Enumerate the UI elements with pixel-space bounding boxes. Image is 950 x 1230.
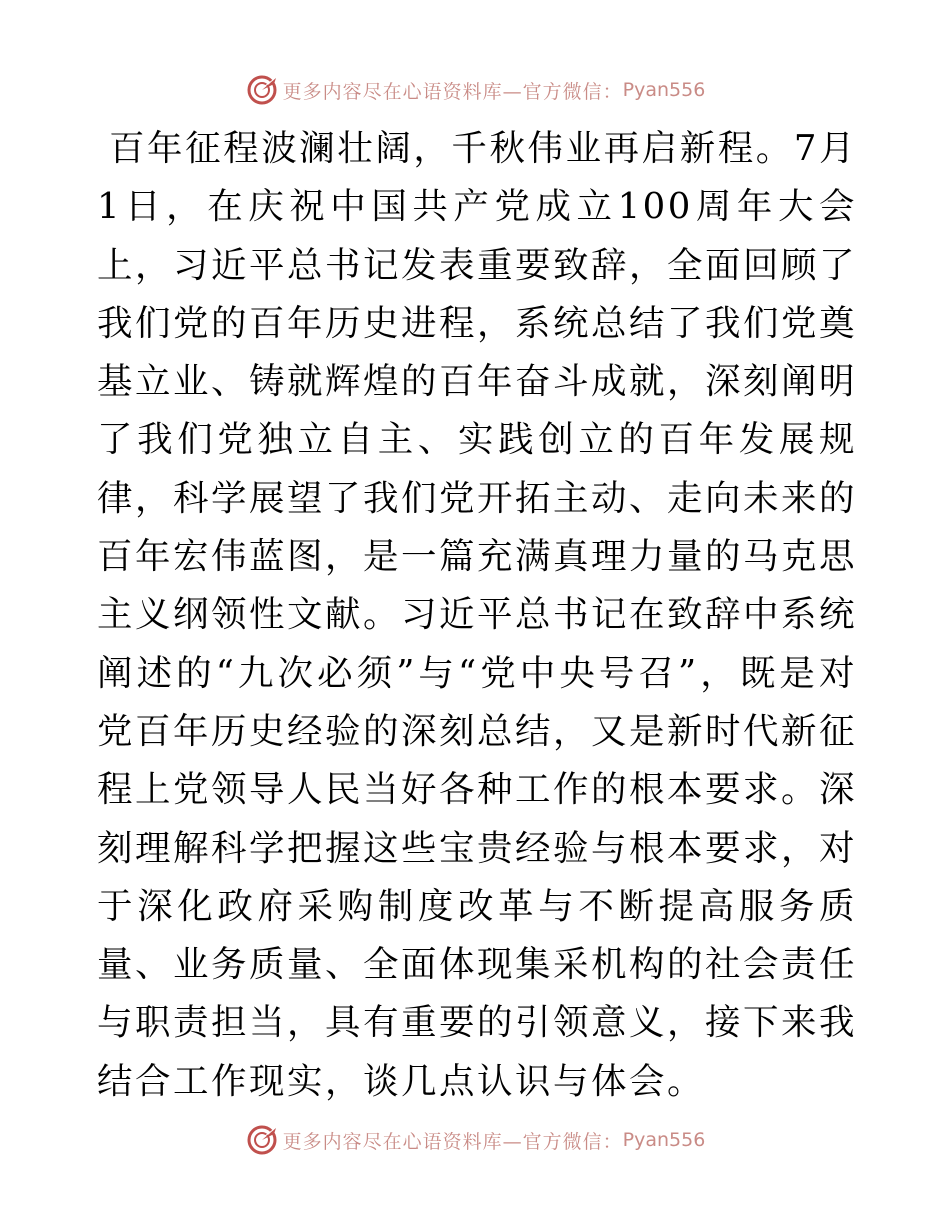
document-body: 百年征程波澜壮阔，千秋伟业再启新程。7月1日，在庆祝中国共产党成立100周年大会上，习近平总书记发表重要致辞，全面回顾了我们党的百年历史进程，系统总结了我们党奠基立业、铸就辉煌的百年奋斗成就，深刻阐明了我们党独立自主、实践创立的百年发展规律，科学展望了我们党开拓主动、走向未来的百年宏伟蓝图，是一篇充满真理力量的马克思主义纲领性文献。习近平总书记在致辞中系统阐述的“九次必须”与“党中央号召”，既是对党百年历史经验的深刻总结，又是新时代新征程上党领导人民当好各种工作的根本要求。深刻理解科学把握这些宝贵经验与根本要求，对于深化政府采购制度改革与不断提高服务质量、业务质量、全面体现集采机构的社会责任与职责担当，具有重要的引领意义，接下来我结合工作现实，谈几点认识与体会。: [97, 128, 858, 1102]
watermark-text: 更多内容尽在心语资料库—官方微信：: [282, 1130, 623, 1153]
watermark-handle: Pyan556: [622, 79, 706, 101]
watermark-footer: [0, 1120, 950, 1160]
logo-icon: [245, 73, 279, 107]
watermark-header: [0, 70, 950, 110]
logo-icon: [245, 1123, 279, 1157]
watermark-text: 更多内容尽在心语资料库—官方微信：: [282, 80, 623, 103]
watermark-handle: Pyan556: [622, 1129, 706, 1151]
